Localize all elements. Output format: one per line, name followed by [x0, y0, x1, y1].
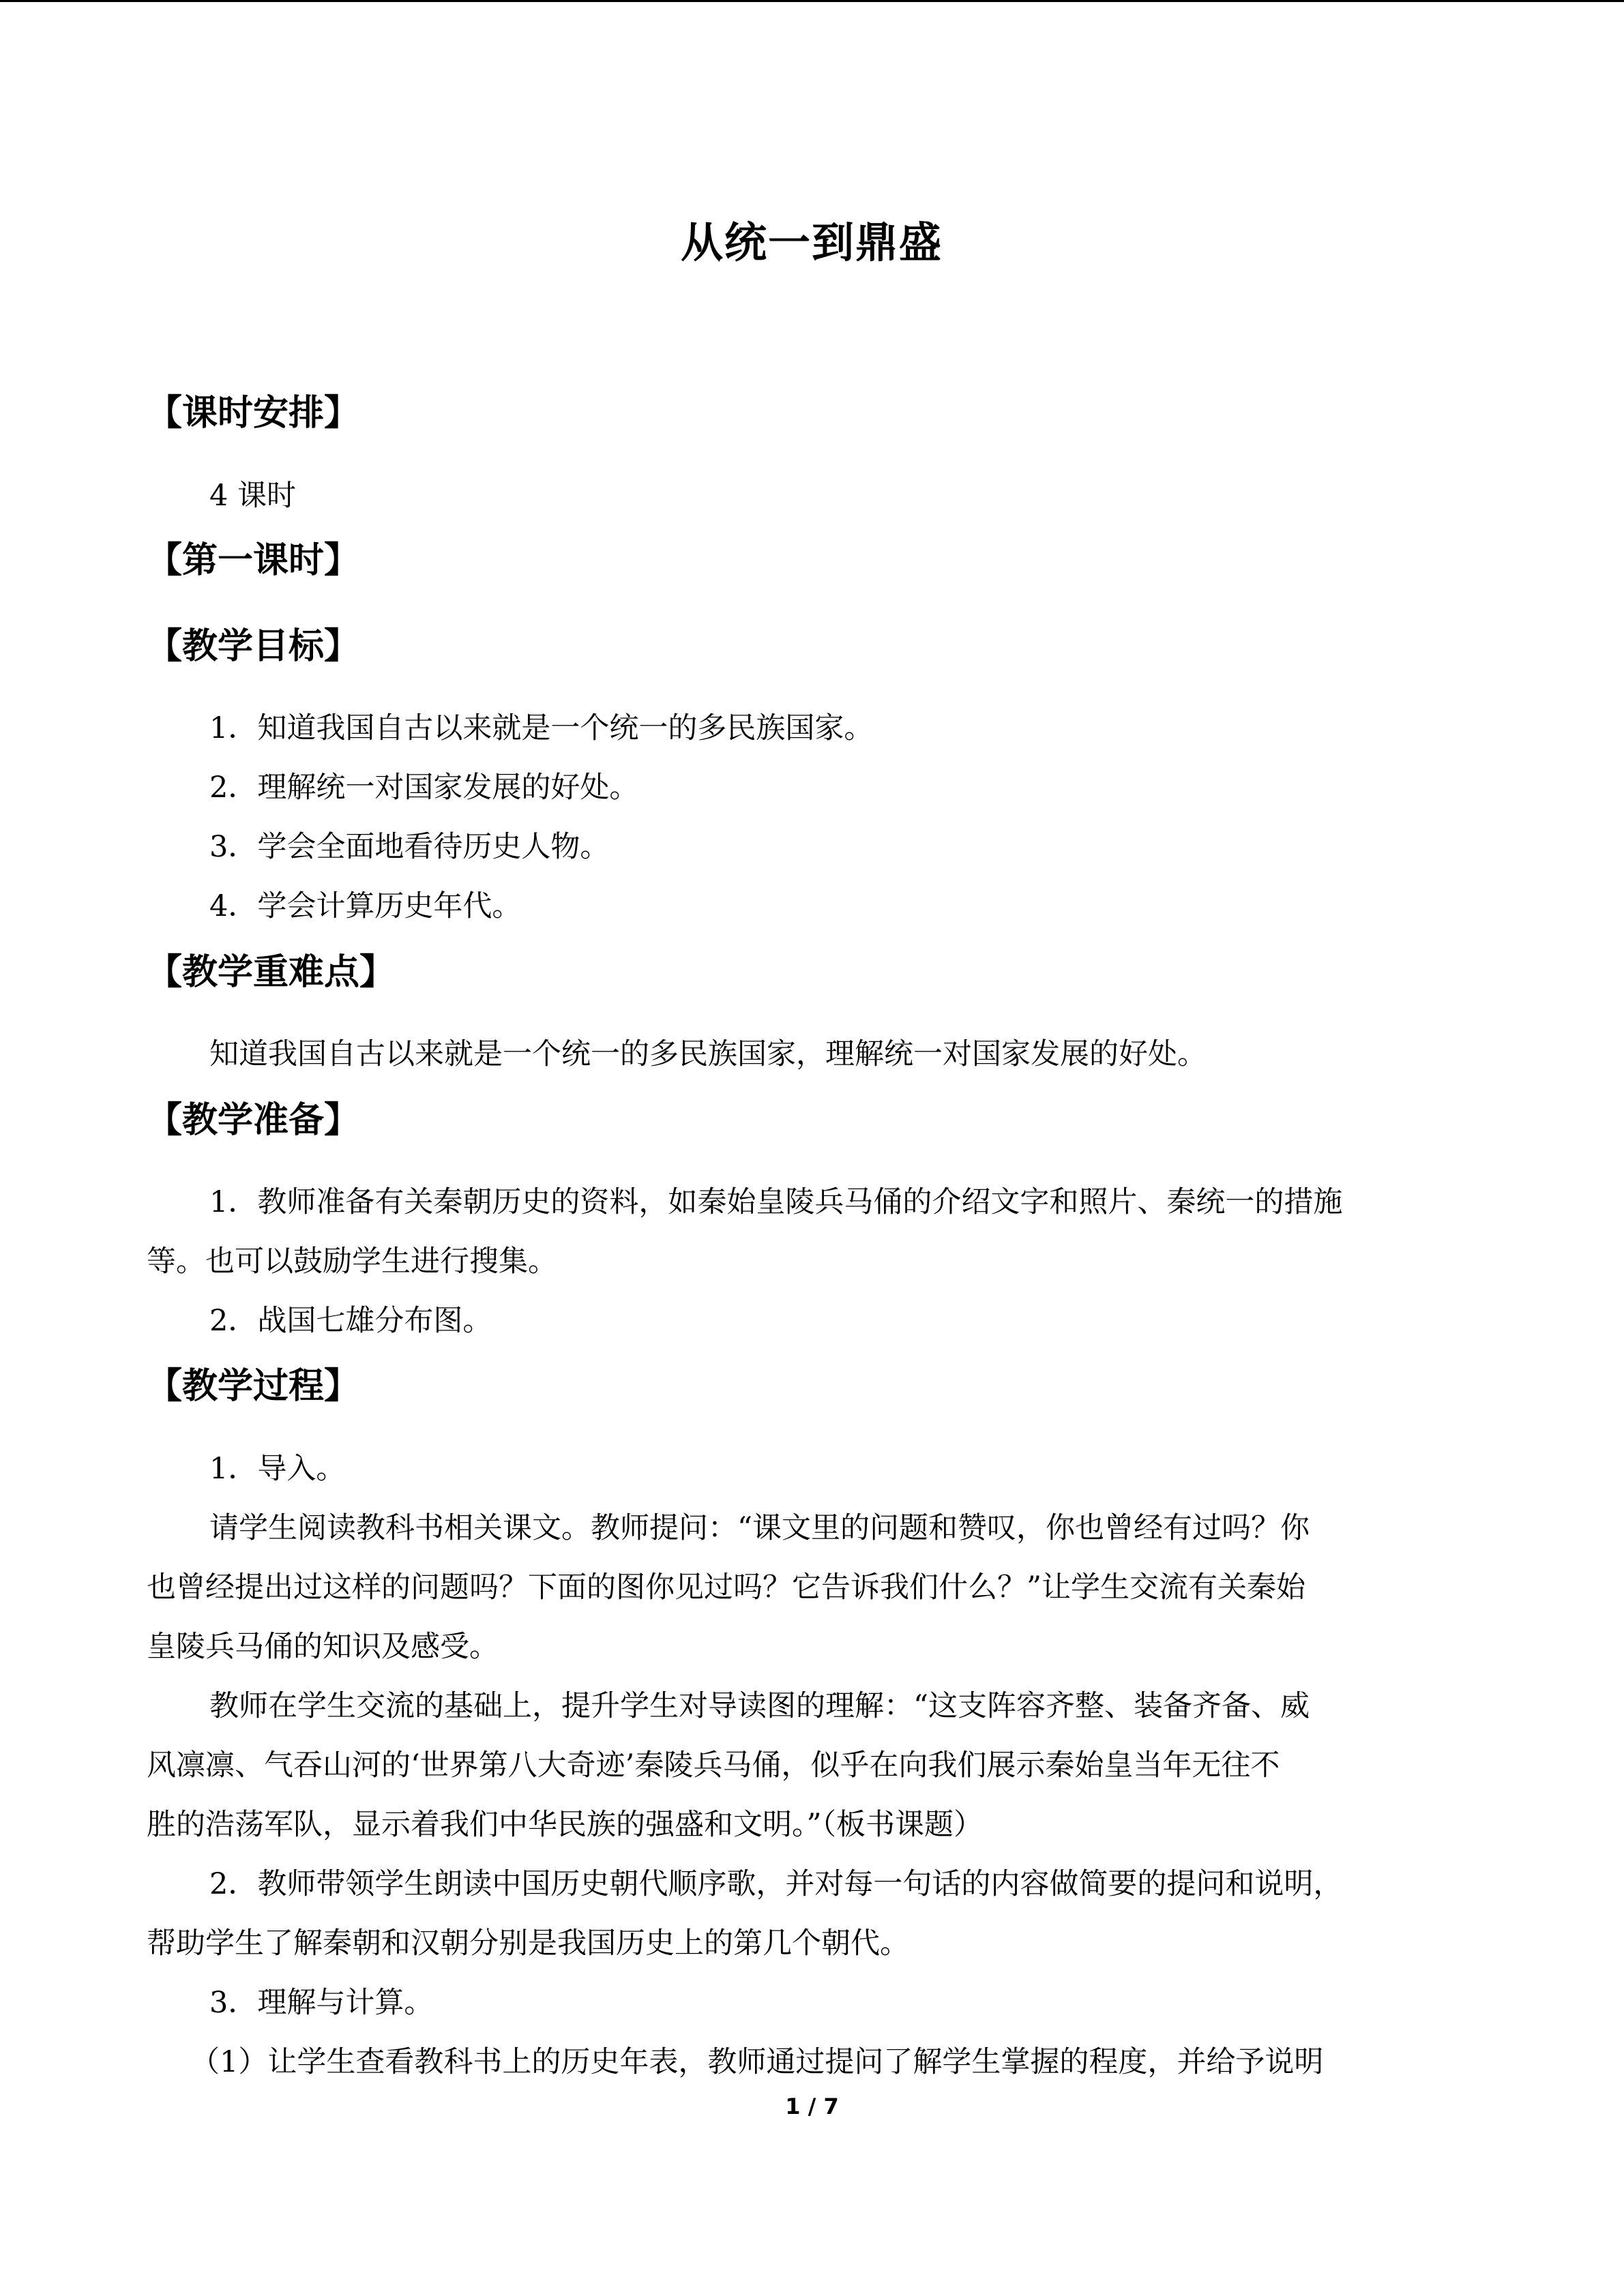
- process-paragraph-line: （1）让学生查看教科书上的历史年表，教师通过提问了解学生掌握的程度，并给予说明: [190, 2045, 1324, 2079]
- objective-item: 1．知道我国自古以来就是一个统一的多民族国家。: [209, 711, 874, 745]
- process-paragraph-line: 胜的浩荡军队，显示着我们中华民族的强盛和文明。”（板书课题）: [147, 1808, 983, 1842]
- process-paragraph-line: 皇陵兵马俑的知识及感受。: [147, 1630, 499, 1664]
- objective-item: 3．学会全面地看待历史人物。: [209, 830, 610, 864]
- heading-lesson-one: 【第一课时】: [147, 540, 360, 581]
- page-indicator: 1 / 7: [785, 2093, 839, 2119]
- process-paragraph-line: 也曾经提出过这样的问题吗？下面的图你见过吗？它告诉我们什么？”让学生交流有关秦始: [147, 1570, 1305, 1605]
- document-title: 从统一到鼎盛: [680, 218, 943, 267]
- preparation-item-1-line-1: 1．教师准备有关秦朝历史的资料，如秦始皇陵兵马俑的介绍文字和照片、秦统一的措施: [209, 1185, 1343, 1219]
- objective-item: 2．理解统一对国家发展的好处。: [209, 771, 639, 805]
- heading-key-points: 【教学重难点】: [147, 952, 396, 993]
- objective-item: 4．学会计算历史年代。: [209, 889, 522, 923]
- process-paragraph-line: 帮助学生了解秦朝和汉朝分别是我国历史上的第几个朝代。: [147, 1926, 909, 1960]
- heading-schedule: 【课时安排】: [147, 393, 360, 434]
- preparation-item-2: 2．战国七雄分布图。: [209, 1304, 492, 1338]
- process-paragraph: 1．导入。: [209, 1452, 346, 1486]
- process-paragraph-line: 2．教师带领学生朗读中国历史朝代顺序歌，并对每一句话的内容做简要的提问和说明，: [209, 1867, 1343, 1901]
- schedule-text: 4 课时: [209, 479, 297, 513]
- process-paragraph-line: 请学生阅读教科书相关课文。教师提问：“课文里的问题和赞叹，你也曾经有过吗？你: [209, 1511, 1310, 1545]
- heading-process: 【教学过程】: [147, 1366, 360, 1407]
- heading-objectives: 【教学目标】: [147, 626, 360, 667]
- preparation-item-1-line-2: 等。也可以鼓励学生进行搜集。: [147, 1244, 557, 1279]
- process-paragraph-line: 风凛凛、气吞山河的‘世界第八大奇迹’秦陵兵马俑，似乎在向我们展示秦始皇当年无往不: [147, 1748, 1280, 1783]
- heading-preparation: 【教学准备】: [147, 1100, 360, 1141]
- key-points-text: 知道我国自古以来就是一个统一的多民族国家，理解统一对国家发展的好处。: [209, 1037, 1207, 1071]
- top-border-rule: [0, 0, 1624, 2]
- process-paragraph: 3．理解与计算。: [209, 1986, 434, 2020]
- process-paragraph-line: 教师在学生交流的基础上，提升学生对导读图的理解：“这支阵容齐整、装备齐备、威: [209, 1689, 1310, 1723]
